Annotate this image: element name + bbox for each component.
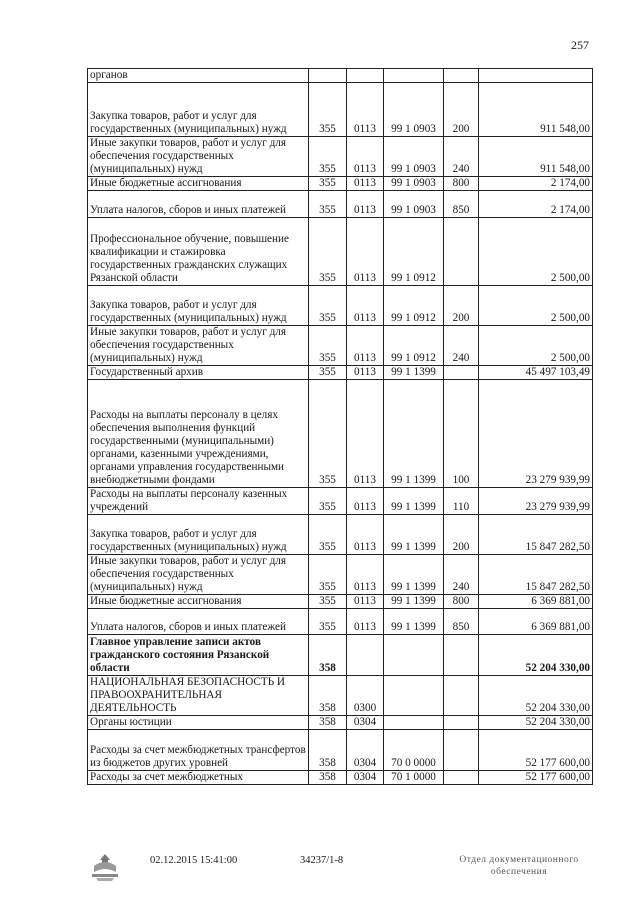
row-code: 355 — [309, 137, 347, 177]
row-code: 355 — [309, 326, 347, 366]
row-section — [347, 635, 384, 676]
row-amount: 52 177 600,00 — [479, 730, 593, 771]
row-expense-type: 200 — [444, 515, 479, 555]
row-name: Иные закупки товаров, работ и услуг для обеспечения государственных (муниципальных) нужд — [88, 326, 309, 366]
row-target-article: 99 1 1399 — [384, 366, 444, 380]
row-code: 358 — [309, 716, 347, 730]
row-section: 0113 — [347, 83, 384, 137]
row-target-article: 99 1 1399 — [384, 515, 444, 555]
row-name: Расходы за счет межбюджетных — [88, 771, 309, 785]
table-row — [88, 609, 593, 635]
row-code: 355 — [309, 380, 347, 488]
row-amount: 52 204 330,00 — [479, 676, 593, 716]
row-section — [347, 69, 384, 83]
budget-table — [87, 68, 593, 785]
row-section: 0300 — [347, 676, 384, 716]
row-target-article: 99 1 0903 — [384, 83, 444, 137]
row-section: 0113 — [347, 191, 384, 218]
row-name: Уплата налогов, сборов и иных платежей — [88, 191, 309, 218]
emblem-icon — [88, 852, 122, 882]
table-row — [88, 69, 593, 83]
row-code: 355 — [309, 515, 347, 555]
row-section: 0113 — [347, 326, 384, 366]
row-expense-type: 850 — [444, 609, 479, 635]
row-code: 355 — [309, 286, 347, 326]
row-name: Закупка товаров, работ и услуг для государственных (муниципальных) нужд — [88, 515, 309, 555]
table-row — [88, 286, 593, 326]
row-amount: 52 177 600,00 — [479, 771, 593, 785]
table-row — [88, 595, 593, 609]
row-target-article: 99 1 0903 — [384, 137, 444, 177]
table-row — [88, 676, 593, 716]
row-name: Иные закупки товаров, работ и услуг для обеспечения государственных (муниципальных) нужд — [88, 137, 309, 177]
row-name: НАЦИОНАЛЬНАЯ БЕЗОПАСНОСТЬ И ПРАВООХРАНИТЕЛЬНАЯ ДЕЯТЕЛЬНОСТЬ — [88, 676, 309, 716]
row-amount: 2 500,00 — [479, 326, 593, 366]
row-target-article: 99 1 1399 — [384, 555, 444, 595]
row-target-article: 99 1 1399 — [384, 380, 444, 488]
footer-document-id: 34237/1-8 — [300, 855, 344, 866]
row-code: 358 — [309, 676, 347, 716]
table-row — [88, 177, 593, 191]
table-row — [88, 555, 593, 595]
table-row — [88, 326, 593, 366]
row-target-article: 70 0 0000 — [384, 730, 444, 771]
row-expense-type: 800 — [444, 177, 479, 191]
row-name: Закупка товаров, работ и услуг для государственных (муниципальных) нужд — [88, 286, 309, 326]
row-section: 0113 — [347, 515, 384, 555]
table-row — [88, 730, 593, 771]
table-body — [88, 69, 593, 785]
row-section: 0304 — [347, 771, 384, 785]
table-row — [88, 83, 593, 137]
table-row — [88, 515, 593, 555]
row-section: 0304 — [347, 716, 384, 730]
row-code: 355 — [309, 366, 347, 380]
row-target-article: 99 1 0903 — [384, 177, 444, 191]
row-code: 355 — [309, 609, 347, 635]
row-amount: 15 847 282,50 — [479, 555, 593, 595]
row-amount: 52 204 330,00 — [479, 716, 593, 730]
row-code: 355 — [309, 177, 347, 191]
row-section: 0113 — [347, 218, 384, 286]
row-name: Государственный архив — [88, 366, 309, 380]
row-expense-type: 240 — [444, 326, 479, 366]
row-amount: 2 500,00 — [479, 286, 593, 326]
table-row — [88, 716, 593, 730]
row-amount: 15 847 282,50 — [479, 515, 593, 555]
row-section: 0113 — [347, 366, 384, 380]
row-amount: 2 174,00 — [479, 177, 593, 191]
table-row — [88, 218, 593, 286]
table-row — [88, 191, 593, 218]
row-section: 0113 — [347, 595, 384, 609]
row-amount: 23 279 939,99 — [479, 380, 593, 488]
row-expense-type — [444, 366, 479, 380]
row-name: Расходы на выплаты персоналу казенных учреждений — [88, 488, 309, 515]
row-name: Расходы на выплаты персоналу в целях обеспечения выполнения функций государственными (муниципальными) органами, казенными учреждениями, органами управления государственными внебюджетными фондами — [88, 380, 309, 488]
row-section: 0113 — [347, 137, 384, 177]
row-target-article: 99 1 0903 — [384, 191, 444, 218]
row-target-article: 99 1 1399 — [384, 609, 444, 635]
row-section: 0113 — [347, 488, 384, 515]
row-code — [309, 69, 347, 83]
row-amount: 2 174,00 — [479, 191, 593, 218]
row-target-article — [384, 69, 444, 83]
row-target-article: 99 1 1399 — [384, 488, 444, 515]
row-amount: 6 369 881,00 — [479, 595, 593, 609]
row-code: 355 — [309, 595, 347, 609]
row-target-article: 99 1 0912 — [384, 326, 444, 366]
row-section: 0113 — [347, 380, 384, 488]
row-expense-type: 240 — [444, 137, 479, 177]
row-section: 0113 — [347, 286, 384, 326]
row-section: 0113 — [347, 555, 384, 595]
table-row — [88, 366, 593, 380]
row-name: Иные закупки товаров, работ и услуг для обеспечения государственных (муниципальных) нужд — [88, 555, 309, 595]
table-row — [88, 771, 593, 785]
row-amount: 911 548,00 — [479, 137, 593, 177]
row-amount: 6 369 881,00 — [479, 609, 593, 635]
row-name: Иные бюджетные ассигнования — [88, 177, 309, 191]
row-code: 355 — [309, 555, 347, 595]
row-expense-type — [444, 716, 479, 730]
row-section: 0113 — [347, 177, 384, 191]
table-row — [88, 380, 593, 488]
row-amount: 52 204 330,00 — [479, 635, 593, 676]
row-expense-type — [444, 676, 479, 716]
row-target-article: 99 1 0912 — [384, 286, 444, 326]
row-expense-type: 100 — [444, 380, 479, 488]
row-expense-type: 200 — [444, 286, 479, 326]
row-code: 355 — [309, 83, 347, 137]
row-code: 358 — [309, 635, 347, 676]
row-expense-type — [444, 730, 479, 771]
row-name: Главное управление записи актов гражданского состояния Рязанской области — [88, 635, 309, 676]
row-name: органов — [88, 69, 309, 83]
row-amount — [479, 69, 593, 83]
row-expense-type: 240 — [444, 555, 479, 595]
row-section: 0304 — [347, 730, 384, 771]
row-expense-type: 850 — [444, 191, 479, 218]
table-row — [88, 137, 593, 177]
row-code: 355 — [309, 218, 347, 286]
row-name: Закупка товаров, работ и услуг для государственных (муниципальных) нужд — [88, 83, 309, 137]
row-name: Уплата налогов, сборов и иных платежей — [88, 609, 309, 635]
row-target-article: 99 1 0912 — [384, 218, 444, 286]
row-code: 355 — [309, 488, 347, 515]
row-amount: 911 548,00 — [479, 83, 593, 137]
row-expense-type — [444, 771, 479, 785]
stamp-line-2: обеспечения — [490, 867, 548, 877]
row-expense-type: 200 — [444, 83, 479, 137]
footer-datetime: 02.12.2015 15:41:00 — [150, 855, 238, 866]
row-name: Иные бюджетные ассигнования — [88, 595, 309, 609]
row-target-article — [384, 716, 444, 730]
row-expense-type — [444, 635, 479, 676]
row-name: Профессиональное обучение, повышение квалификации и стажировка государственных гражданских служащих Рязанской области — [88, 218, 309, 286]
row-expense-type — [444, 69, 479, 83]
row-amount: 23 279 939,99 — [479, 488, 593, 515]
row-code: 358 — [309, 730, 347, 771]
page-number: 257 — [571, 38, 589, 52]
row-expense-type: 800 — [444, 595, 479, 609]
table-row — [88, 635, 593, 676]
department-stamp — [444, 854, 594, 878]
row-name: Органы юстиции — [88, 716, 309, 730]
row-code: 355 — [309, 191, 347, 218]
row-section: 0113 — [347, 609, 384, 635]
row-code: 358 — [309, 771, 347, 785]
row-amount: 45 497 103,49 — [479, 366, 593, 380]
row-expense-type: 110 — [444, 488, 479, 515]
row-target-article — [384, 676, 444, 716]
table-row — [88, 488, 593, 515]
row-amount: 2 500,00 — [479, 218, 593, 286]
row-target-article — [384, 635, 444, 676]
row-target-article: 70 1 0000 — [384, 771, 444, 785]
row-name: Расходы за счет межбюджетных трансфертов из бюджетов других уровней — [88, 730, 309, 771]
row-target-article: 99 1 1399 — [384, 595, 444, 609]
stamp-line-1: Отдел документационного — [459, 855, 579, 865]
row-expense-type — [444, 218, 479, 286]
